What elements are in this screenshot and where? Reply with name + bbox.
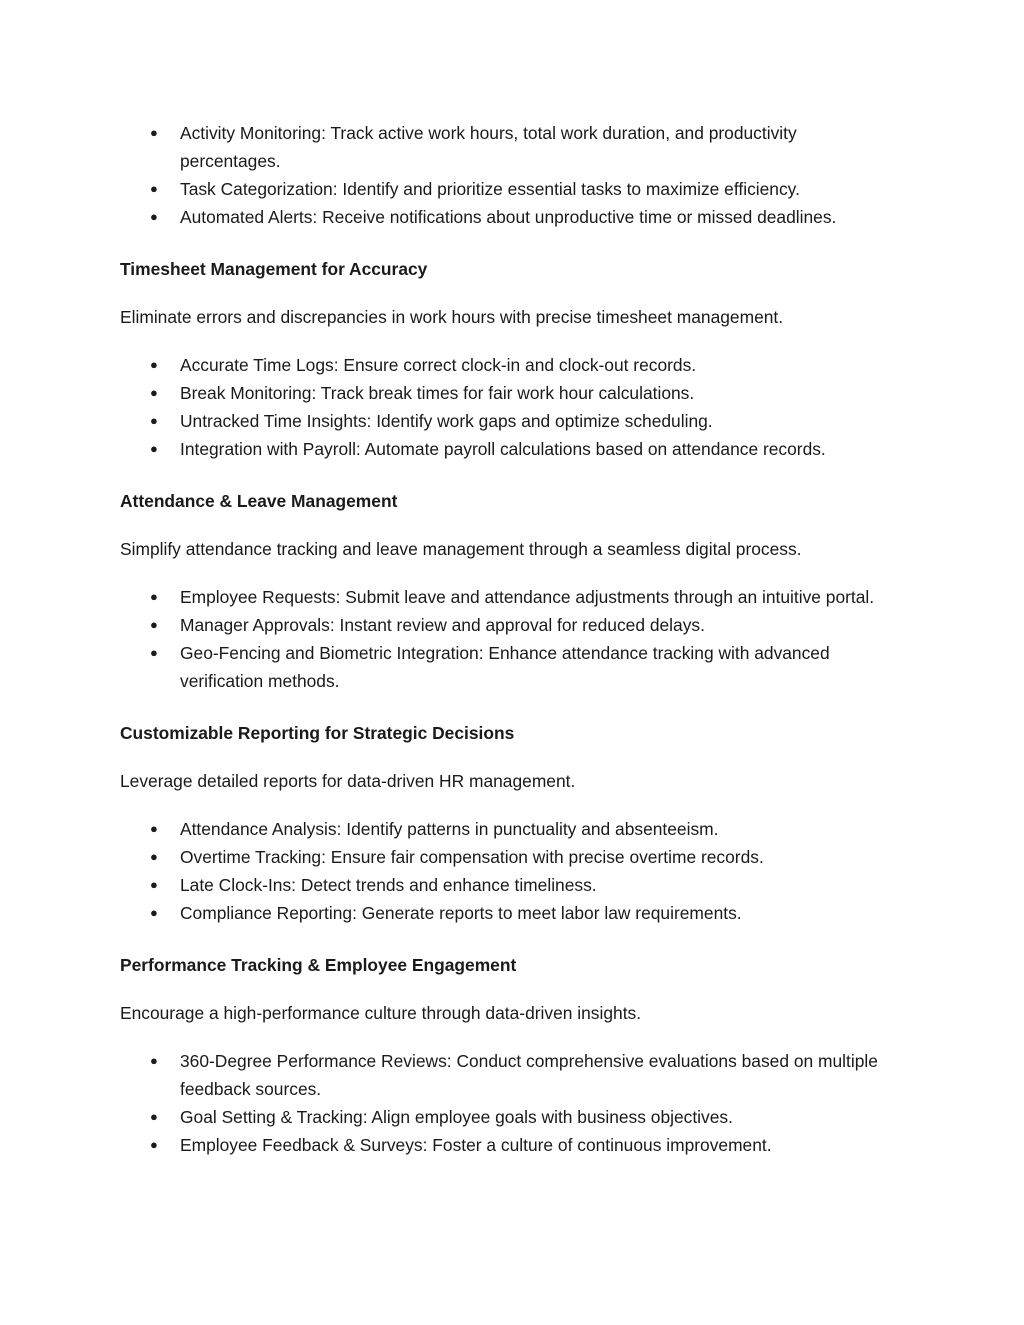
list-item	[120, 611, 890, 639]
section-heading: Attendance & Leave Management	[120, 491, 398, 511]
list-item-text: Employee Requests: Submit leave and attendance adjustments through an intuitive portal.	[180, 587, 875, 607]
bullet-icon: ●	[150, 589, 158, 604]
section-bullet-list	[120, 815, 904, 927]
list-item	[120, 435, 890, 463]
section-intro: Leverage detailed reports for data-driven HR management.	[120, 771, 576, 791]
list-item-text: Accurate Time Logs: Ensure correct clock-in and clock-out records.	[180, 355, 697, 375]
section-bullet-list	[120, 351, 904, 463]
list-item	[120, 119, 890, 175]
list-item	[120, 843, 890, 871]
bullet-icon: ●	[150, 1053, 158, 1068]
list-item-text: Integration with Payroll: Automate payroll calculations based on attendance records.	[180, 439, 826, 459]
bullet-icon: ●	[150, 385, 158, 400]
intro-bullet-list	[120, 119, 904, 231]
list-item-text: Manager Approvals: Instant review and approval for reduced delays.	[180, 615, 705, 635]
bullet-icon: ●	[150, 209, 158, 224]
section-bullet-list	[120, 1047, 904, 1159]
bullet-icon: ●	[150, 125, 158, 140]
bullet-icon: ●	[150, 617, 158, 632]
section-heading: Performance Tracking & Employee Engagement	[120, 955, 517, 975]
list-item	[120, 175, 890, 203]
list-item-text: Untracked Time Insights: Identify work gaps and optimize scheduling.	[180, 411, 713, 431]
bullet-icon: ●	[150, 821, 158, 836]
bullet-icon: ●	[150, 181, 158, 196]
list-item-text: Employee Feedback & Surveys: Foster a culture of continuous improvement.	[180, 1135, 772, 1155]
list-item-text: Task Categorization: Identify and prioritize essential tasks to maximize efficiency.	[180, 179, 800, 199]
list-item	[120, 407, 890, 435]
bullet-icon: ●	[150, 905, 158, 920]
list-item-text: Attendance Analysis: Identify patterns in punctuality and absenteeism.	[180, 819, 719, 839]
bullet-icon: ●	[150, 645, 158, 660]
section-heading: Customizable Reporting for Strategic Decisions	[120, 723, 515, 743]
list-item	[120, 1103, 890, 1131]
list-item-text: Geo-Fencing and Biometric Integration: Enhance attendance tracking with advanced verification methods.	[180, 643, 830, 691]
section-intro: Simplify attendance tracking and leave management through a seamless digital process.	[120, 539, 802, 559]
list-item-text: Compliance Reporting: Generate reports to meet labor law requirements.	[180, 903, 742, 923]
list-item	[120, 815, 890, 843]
list-item	[120, 351, 890, 379]
list-item-text: 360-Degree Performance Reviews: Conduct comprehensive evaluations based on multiple feedback sources.	[180, 1051, 878, 1099]
list-item	[120, 1131, 890, 1159]
list-item-text: Late Clock-Ins: Detect trends and enhance timeliness.	[180, 875, 597, 895]
section-intro: Encourage a high-performance culture through data-driven insights.	[120, 1003, 642, 1023]
list-item-text: Activity Monitoring: Track active work hours, total work duration, and productivity percentages.	[180, 123, 797, 171]
bullet-icon: ●	[150, 1137, 158, 1152]
bullet-icon: ●	[150, 1109, 158, 1124]
section-attendance-leave	[120, 487, 904, 695]
list-item-text: Goal Setting & Tracking: Align employee goals with business objectives.	[180, 1107, 733, 1127]
bullet-icon: ●	[150, 441, 158, 456]
list-item	[120, 871, 890, 899]
list-item-text: Overtime Tracking: Ensure fair compensation with precise overtime records.	[180, 847, 764, 867]
list-item-text: Automated Alerts: Receive notifications about unproductive time or missed deadlines.	[180, 207, 837, 227]
section-heading: Timesheet Management for Accuracy	[120, 259, 428, 279]
list-item	[120, 379, 890, 407]
list-item	[120, 639, 890, 695]
section-intro: Eliminate errors and discrepancies in work hours with precise timesheet management.	[120, 307, 784, 327]
list-item-text: Break Monitoring: Track break times for fair work hour calculations.	[180, 383, 695, 403]
bullet-icon: ●	[150, 849, 158, 864]
list-item	[120, 583, 890, 611]
list-item	[120, 203, 890, 231]
section-performance-tracking	[120, 951, 904, 1159]
bullet-icon: ●	[150, 413, 158, 428]
section-bullet-list	[120, 583, 904, 695]
bullet-icon: ●	[150, 877, 158, 892]
list-item	[120, 899, 890, 927]
bullet-icon: ●	[150, 357, 158, 372]
section-customizable-reporting	[120, 719, 904, 927]
list-item	[120, 1047, 890, 1103]
section-timesheet-management	[120, 255, 904, 463]
